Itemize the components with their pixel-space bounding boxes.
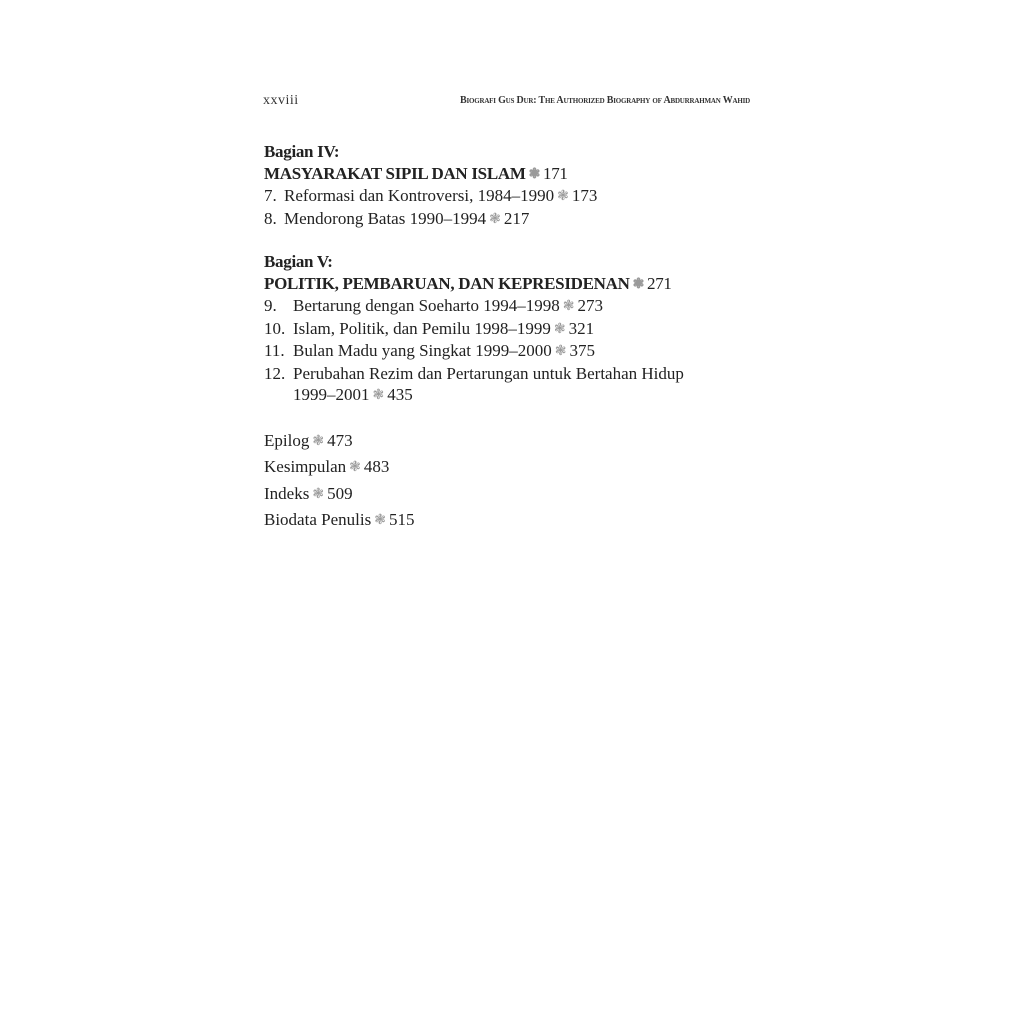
toc-entry-chapter-12[interactable] (264, 363, 734, 407)
flower-ornament-icon: ❃ (489, 211, 501, 227)
flower-ornament-icon: ❃ (557, 189, 569, 204)
chapter-page-number: 273 (577, 296, 603, 315)
toc-entry-chapter-10[interactable] (264, 318, 734, 341)
page-number: xxviii (263, 93, 299, 108)
flower-ornament-icon: ❃ (312, 433, 325, 449)
chapter-title: Mendorong Batas 1990–1994 (284, 208, 487, 228)
back-matter (264, 428, 734, 534)
chapter-number: 10. (264, 318, 286, 338)
toc-entry-chapter-7[interactable] (264, 185, 734, 208)
flower-ornament-icon: ❃ (312, 486, 325, 502)
toc-entry-indeks[interactable] (264, 481, 734, 508)
flower-ornament-icon: ❃ (372, 388, 385, 403)
part-label: Bagian IV: (264, 142, 340, 161)
part-v (264, 251, 734, 407)
flower-ornament-icon: ❃ (562, 299, 575, 314)
part-page-number: 171 (543, 163, 568, 183)
toc-entry-epilog[interactable] (264, 428, 734, 455)
entry-title: Kesimpulan (264, 457, 347, 476)
book-title: Biografi Gus Dur: The Authorized Biography of Abdurrahman Wahid (459, 95, 750, 106)
entry-page-number: 509 (327, 483, 353, 503)
chapter-page-number: 321 (568, 318, 595, 338)
entry-page-number: 473 (327, 430, 353, 450)
chapter-number: 9. (264, 296, 277, 315)
running-header (263, 93, 750, 109)
entry-page-number: 483 (363, 457, 390, 476)
part-title[interactable] (264, 163, 734, 186)
chapter-page-number: 217 (503, 208, 530, 228)
part-title-text: MASYARAKAT SIPIL DAN ISLAM (264, 163, 526, 183)
flower-ornament-icon: ❃ (374, 513, 386, 528)
chapter-number: 11. (264, 341, 285, 360)
chapter-title: Bertarung dengan Soeharto 1994–1998 (293, 296, 560, 315)
part-title-text: POLITIK, PEMBARUAN, DAN KEPRESIDENAN (264, 273, 630, 293)
part-title[interactable] (264, 273, 734, 296)
chapter-title: Islam, Politik, dan Pemilu 1998–1999 (293, 318, 551, 338)
table-of-contents (264, 141, 734, 534)
chapter-title: Bulan Madu yang Singkat 1999–2000 (293, 341, 552, 360)
flower-ornament-icon: ❃ (553, 321, 566, 337)
flower-ornament-icon: ❃ (528, 166, 541, 182)
toc-entry-kesimpulan[interactable] (264, 454, 734, 481)
chapter-number: 12. (264, 363, 286, 383)
chapter-page-number: 375 (569, 341, 595, 360)
entry-page-number: 515 (388, 510, 415, 529)
chapter-title: Reformasi dan Kontroversi, 1984–1990 (284, 186, 555, 205)
entry-title: Indeks (264, 483, 310, 503)
toc-entry-chapter-8[interactable] (264, 208, 734, 231)
flower-ornament-icon: ❃ (632, 276, 645, 292)
chapter-title: Perubahan Rezim dan Pertarungan untuk Bertahan Hidup 1999–2001 (293, 363, 684, 404)
entry-title: Epilog (264, 430, 310, 450)
toc-entry-biodata-penulis[interactable] (264, 507, 734, 534)
chapter-page-number: 173 (571, 186, 598, 205)
chapter-page-number: 435 (387, 385, 413, 404)
part-iv (264, 141, 734, 230)
toc-entry-chapter-11[interactable] (264, 340, 734, 363)
toc-entry-chapter-9[interactable] (264, 295, 734, 318)
chapter-number: 7. (264, 186, 277, 205)
part-page-number: 271 (647, 273, 672, 293)
flower-ornament-icon: ❃ (554, 344, 567, 359)
chapter-number: 8. (264, 208, 277, 228)
part-label: Bagian V: (264, 252, 333, 271)
entry-title: Biodata Penulis (264, 510, 372, 529)
flower-ornament-icon: ❃ (349, 460, 361, 475)
